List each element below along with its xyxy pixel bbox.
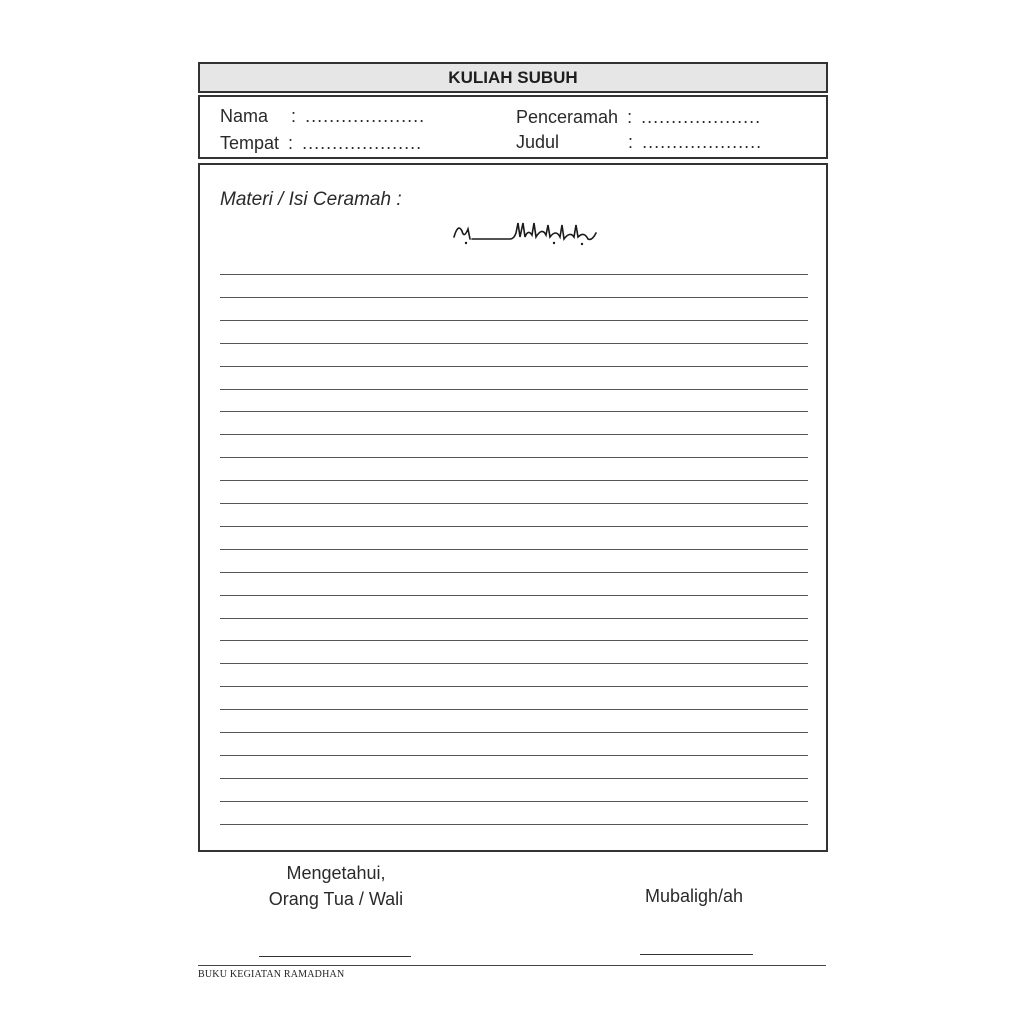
judul-field[interactable] — [516, 132, 762, 153]
writing-line — [220, 778, 808, 779]
writing-line — [220, 732, 808, 733]
writing-line — [220, 274, 808, 275]
basmala-icon — [450, 217, 600, 247]
writing-line — [220, 320, 808, 321]
guardian-signature-label — [236, 860, 436, 912]
penceramah-label: Penceramah — [516, 107, 619, 127]
writing-line — [220, 389, 808, 390]
judul-label: Judul — [516, 132, 560, 152]
page-title-bar — [198, 62, 828, 93]
writing-line — [220, 549, 808, 550]
writing-line — [220, 297, 808, 298]
basmala-calligraphy — [450, 217, 600, 247]
writing-line — [220, 686, 808, 687]
penceramah-dots: .................... — [641, 107, 762, 127]
writing-line — [220, 526, 808, 527]
writing-line — [220, 640, 808, 641]
materi-label: Materi / Isi Ceramah : — [220, 189, 402, 210]
tempat-field[interactable] — [220, 133, 422, 154]
writing-line — [220, 411, 808, 412]
nama-dots: .................... — [305, 106, 426, 126]
footer-book-title: BUKU KEGIATAN RAMADHAN — [198, 969, 345, 980]
writing-line — [220, 572, 808, 573]
penceramah-field[interactable] — [516, 107, 761, 128]
materi-content-box — [198, 163, 828, 852]
page-title: KULIAH SUBUH — [448, 67, 578, 87]
writing-line — [220, 663, 808, 664]
penceramah-colon: : — [627, 107, 633, 127]
writing-line — [220, 343, 808, 344]
tempat-dots: .................... — [302, 133, 423, 153]
tempat-label: Tempat — [220, 133, 280, 153]
judul-colon: : — [628, 132, 634, 152]
guardian-signature-line[interactable] — [259, 956, 411, 957]
writing-line — [220, 434, 808, 435]
footer-divider — [198, 965, 826, 966]
writing-line — [220, 618, 808, 619]
nama-label: Nama — [220, 106, 269, 126]
writing-line — [220, 480, 808, 481]
nama-colon: : — [291, 106, 297, 126]
writing-line — [220, 595, 808, 596]
writing-line — [220, 503, 808, 504]
writing-line — [220, 366, 808, 367]
mubaligh-label: Mubaligh/ah — [644, 886, 744, 906]
mubaligh-signature-line[interactable] — [640, 954, 753, 955]
info-fields-box — [198, 95, 828, 159]
writing-line — [220, 801, 808, 802]
mengetahui-text: Mengetahui, — [286, 863, 386, 883]
writing-line — [220, 755, 808, 756]
orang-tua-wali-text: Orang Tua / Wali — [268, 889, 404, 909]
writing-line — [220, 457, 808, 458]
writing-line — [220, 824, 808, 825]
judul-dots: .................... — [642, 132, 763, 152]
nama-field[interactable] — [220, 106, 425, 127]
writing-line — [220, 709, 808, 710]
tempat-colon: : — [288, 133, 294, 153]
